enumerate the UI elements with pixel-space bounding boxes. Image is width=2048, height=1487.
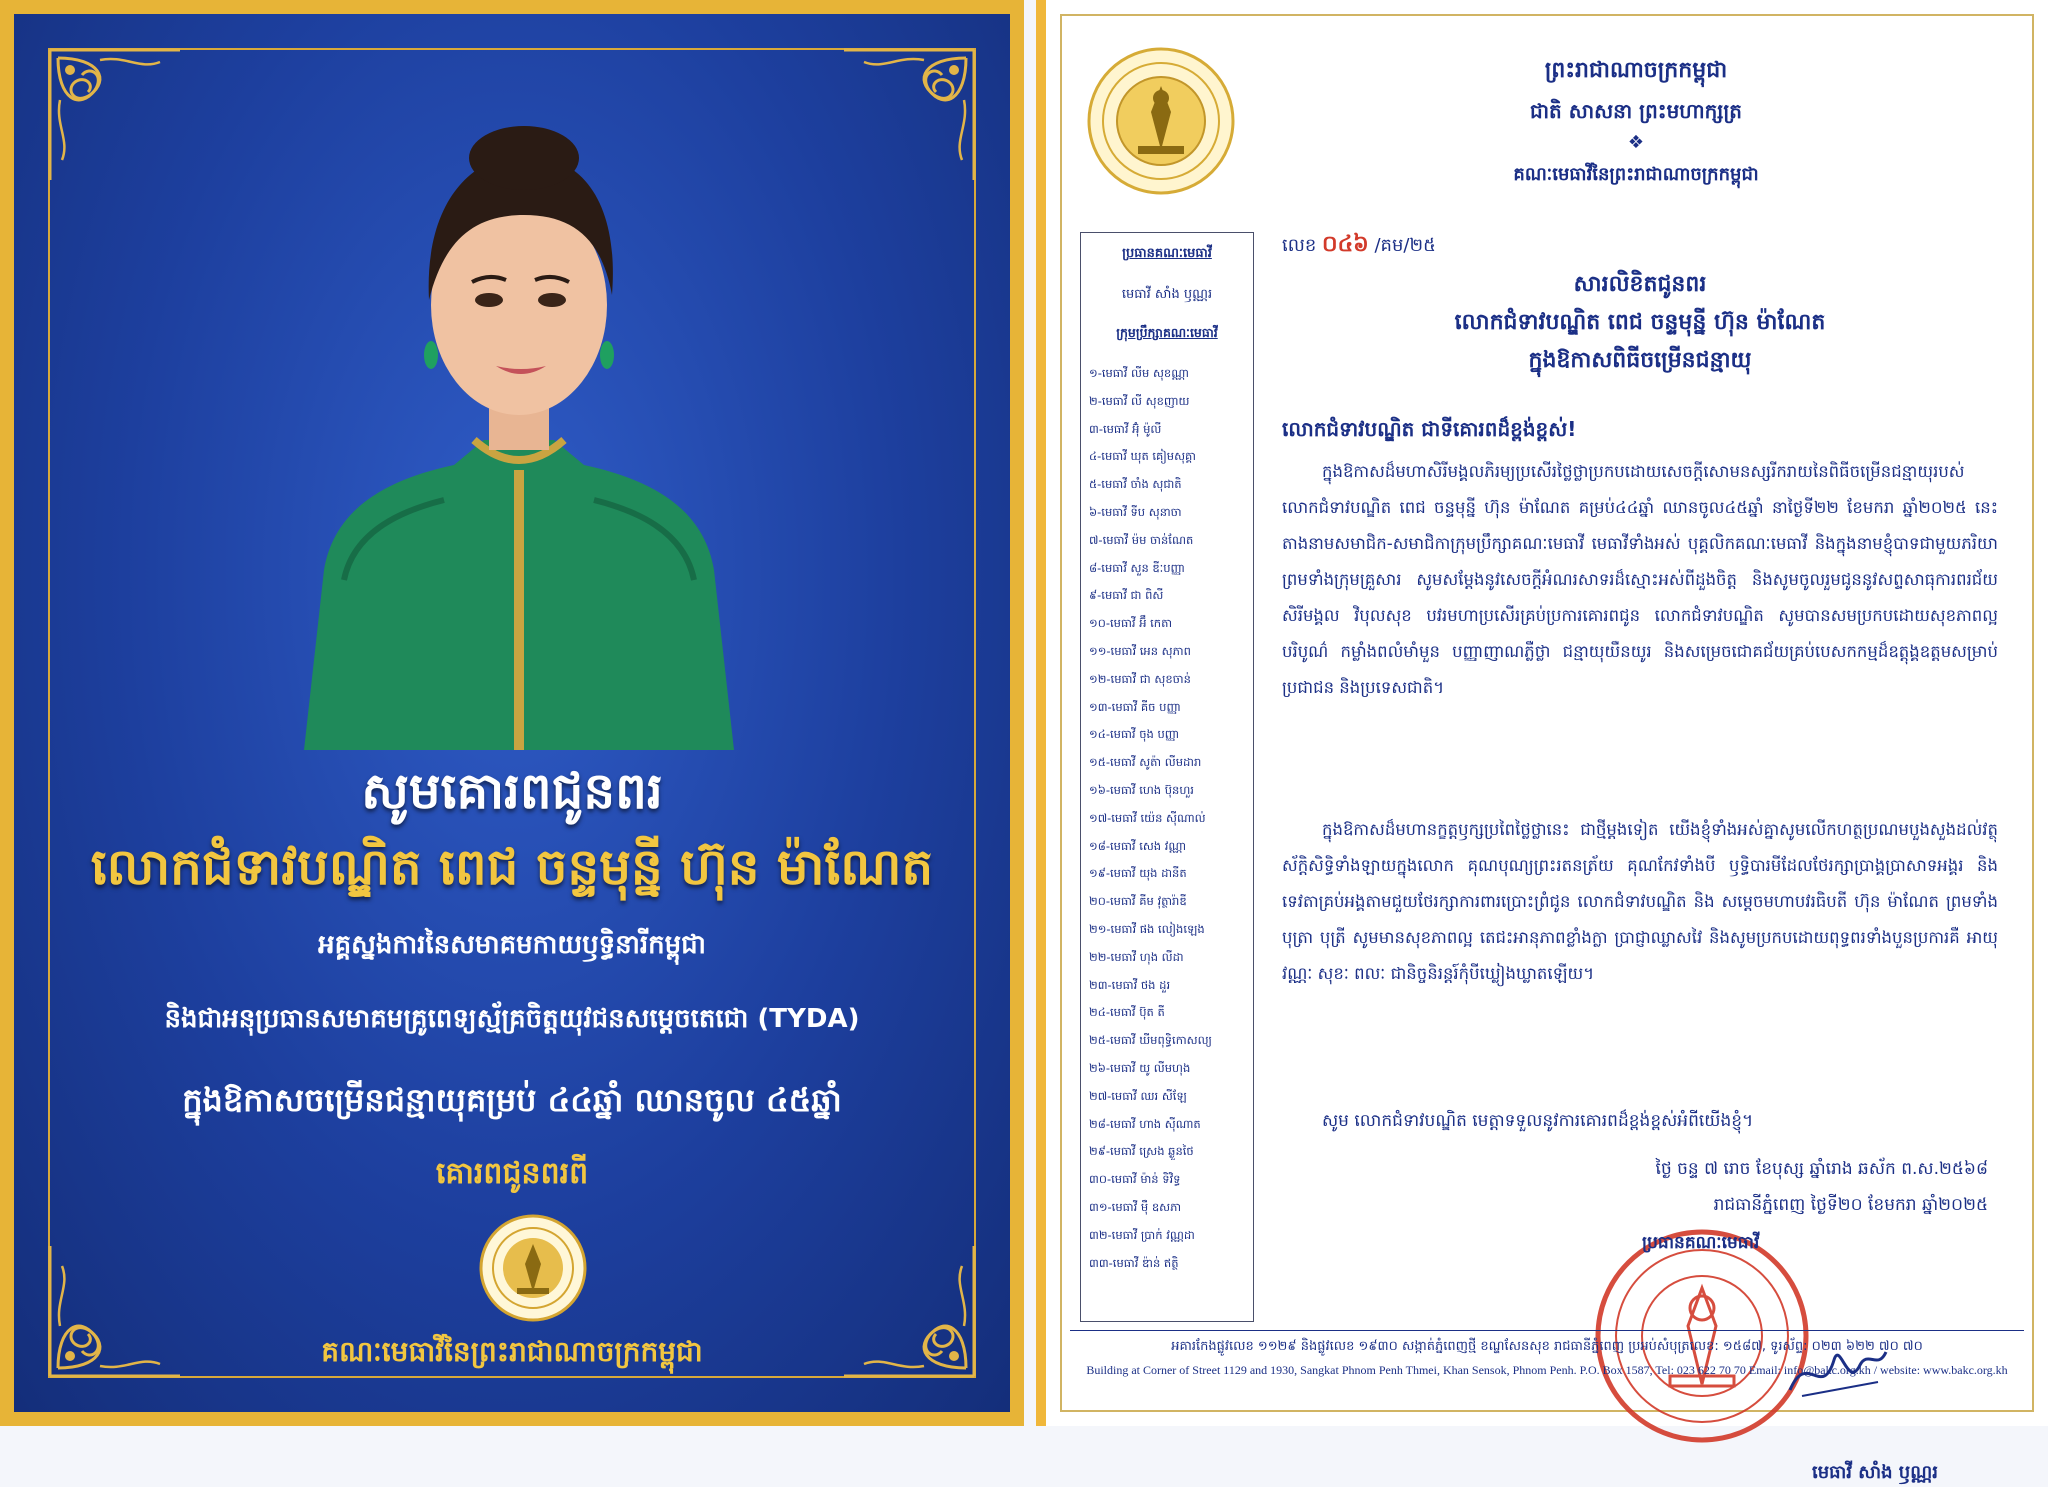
council-member-list	[1081, 360, 1253, 1277]
council-member-item: ២៨-មេធាវី ហាង ស៊ីណាត	[1089, 1116, 1201, 1131]
reference-prefix: លេខ	[1282, 235, 1317, 256]
council-member-item: ២២-មេធាវី ហុង លីដា	[1089, 949, 1184, 964]
council-member-item: ៤-មេធាវី ឃុត គៀមសុគ្គា	[1089, 449, 1196, 464]
birthday-poster	[0, 0, 1024, 1426]
honoree-role-line-2: និងជាអនុប្រធានសមាគមគ្រូពេទ្យស្ម័គ្រចិត្តយុវជនសម្ដេចតេជោ (TYDA)	[164, 1004, 860, 1034]
bar-association-emblem-icon	[479, 1214, 587, 1322]
footer-address-khmer: អគារកែងផ្លូវលេខ ១១២៩ និងផ្លូវលេខ ១៩៣០ សង្កាត់ភ្នំពេញថ្មី ខណ្ឌសែនសុខ រាជធានីភ្នំពេញ ប្រអប់សំបុត្រលេខ: ១៥៨៧, ទូរស័ព្ទ: ០២៣ ៦២២ ៧០ ៧០	[1171, 1339, 1923, 1354]
organization-heading: គណៈមេធាវីនៃព្រះរាជាណាចក្រកម្ពុជា	[1513, 164, 1759, 185]
council-member-item: ៦-មេធាវី ទីប សុនាចា	[1089, 504, 1182, 519]
sidebar-president-name: មេធាវី សាំង ឫណ្ណរ	[1121, 287, 1213, 302]
council-member-item: ៧-មេធាវី ម៉ម ចាន់ណែត	[1089, 532, 1194, 547]
council-member-item: ២-មេធាវី លី សុខញាយ	[1089, 393, 1190, 408]
body-paragraph-1: ក្នុងឱកាសដ៏មហាសិរីមង្គលភិរម្យប្រសើរថ្លៃថ្លាប្រកបដោយសេចក្ដីសោមនស្សរីករាយនៃពិធីចម្រើនជន្មាយុរបស់ លោកជំទាវបណ្ឌិត ពេជ ចន្ទមុន្នី ហ៊ុន ម៉ាណែត គម្រប់៤៤ឆ្នាំ ឈានចូល៤៥ឆ្នាំ នាថ្ងៃទី២២ ខែមករា ឆ្នាំ២០២៥ នេះ តាងនាមសមាជិក-សមាជិកាក្រុមប្រឹក្សាគណៈមេធាវី មេធាវីទាំងអស់ បុគ្គលិកគណៈមេធាវី និងក្នុងនាមខ្ញុំបាទជាមួយភរិយា ព្រមទាំងក្រុមគ្រួសារ សូមសម្ដែងនូវសេចក្ដីអំណរសាទរដ៏ស្មោះអស់ពីដួងចិត្ត និងសូមចូលរួមជូននូវសព្ទសាធុការពរជ័យ សិរីមង្គល វិបុលសុខ បវរមហាប្រសើរគ្រប់ប្រការគោរពជូន លោកជំទាវបណ្ឌិត សូមបានសមប្រកបដោយសុខភាពល្អបរិបូណ៌ កម្លាំងពលំមាំមួន បញ្ញាញាណភ្លឺថ្លា ជន្មាយុយឺនយូរ និងសម្រេចជោគជ័យគ្រប់បេសកកម្មដ៏ឧត្ដុង្គឧត្ដមសម្រាប់ប្រជាជន និងប្រទេសជាតិ។	[1282, 462, 1998, 697]
council-member-item: ១៧-មេធាវី យ៉េន ស៊ីណាល់	[1089, 810, 1206, 825]
subject-line-1: សារលិខិតជូនពរ	[1573, 272, 1707, 297]
council-member-item: ១-មេធាវី លីម សុខណ្ណា	[1089, 366, 1189, 380]
greeting-heading: សូមគោរពជូនពរ	[361, 762, 663, 820]
solar-date: រាជធានីភ្នំពេញ ថ្ងៃទី២០ ខែមករា ឆ្នាំ២០២៥	[1713, 1195, 1988, 1215]
council-member-item: ៣-មេធាវី អ៊ុំ ម៉ូលី	[1089, 421, 1162, 436]
national-motto: ជាតិ សាសនា ព្រះមហាក្សត្រ	[1530, 99, 1742, 123]
congratulatory-letter	[1036, 0, 2048, 1483]
council-member-item: ២៥-មេធាវី ឃីមពុទ្ធិកោសល្យ	[1089, 1033, 1212, 1048]
council-member-item: ៣១-មេធាវី ម៉ឺ ឧសភា	[1089, 1199, 1182, 1214]
signer-title: ប្រធានគណៈមេធាវី	[1642, 1233, 1760, 1253]
reference-suffix: /គម/២៥	[1374, 235, 1436, 256]
council-member-item: ៥-មេធាវី ចាំង សុជាតិ	[1089, 477, 1182, 492]
footer-divider	[1070, 1330, 2024, 1331]
official-red-stamp-icon	[1592, 1226, 1812, 1446]
council-member-item: ២៩-មេធាវី ស្រេង ឆ្ងួនថៃ	[1089, 1144, 1194, 1159]
council-member-item: ២៤-មេធាវី ប៊ុត តី	[1089, 1005, 1165, 1020]
sidebar-president-title: ប្រធានគណៈមេធាវី	[1122, 246, 1212, 261]
closing-line: សូម លោកជំទាវបណ្ឌិត មេត្តាទទួលនូវការគោរពដ៏ខ្ពង់ខ្ពស់អំពីយើងខ្ញុំ។	[1322, 1111, 1754, 1131]
occasion-line: ក្នុងឱកាសចម្រើនជន្មាយុគម្រប់ ៤៤ឆ្នាំ ឈានចូល ៤៥ឆ្នាំ	[182, 1081, 842, 1119]
council-member-item: ៨-មេធាវី សួន ឌីៈបញ្ញា	[1089, 560, 1185, 575]
from-label: គោរពជូនពរពី	[435, 1156, 589, 1191]
council-member-item: ៩-មេធាវី ជា ពិសី	[1089, 588, 1164, 603]
council-member-item: ១៨-មេធាវី សេង វណ្ណា	[1089, 838, 1187, 853]
council-member-item: ២១-មេធាវី ផង លៀងឡេង	[1089, 921, 1205, 936]
council-sidebar	[1080, 232, 1254, 1322]
lunar-date: ថ្ងៃ ចន្ទ ៧ រោច ខែបុស្ស ឆ្នាំរោង ឆស័ក ព.ស.២៥៦៨	[1655, 1159, 1988, 1179]
council-member-item: ១៩-មេធាវី យុង ដានីត	[1089, 866, 1187, 881]
header-ornament-icon: ❖	[1627, 132, 1645, 153]
subject-line-3: ក្នុងឱកាសពិធីចម្រើនជន្មាយុ	[1528, 348, 1752, 373]
body-paragraph-2: ក្នុងឱកាសដ៏មហានក្ខត្តឫក្សប្រពៃថ្លៃថ្លានេះ ជាថ្មីម្ដងទៀត យើងខ្ញុំទាំងអស់គ្នាសូមលើកហត្ថប្រណមបួងសួងដល់វត្ថុស័ក្តិសិទ្ធិទាំងឡាយក្នុងលោក គុណបុណ្យព្រះរតនត្រ័យ គុណកែវទាំងបី ឫទ្ធិបារមីដែលថែរក្សាប្រាង្គប្រាសាទអង្គរ និងទេវតាគ្រប់អង្គតាមជួយថែរក្សាការពារប្រោះព្រំជូន លោកជំទាវបណ្ឌិត និង សម្ដេចមហាបវរធិបតី ហ៊ុន ម៉ាណែត ព្រមទាំង បុត្រា បុត្រី សូមមានសុខភាពល្អ តេជះអានុភាពខ្លាំងក្លា ប្រាជ្ញាឈ្លាសវៃ និងសូមប្រកបដោយពុទ្ធពរទាំងបួនប្រការគឺ អាយុ វណ្ណៈ សុខៈ ពលៈ ជានិច្ចនិរន្តរ៍កុំបីឃ្លៀងឃ្លាតឡើយ។	[1282, 820, 1998, 983]
bar-association-seal-icon	[1086, 46, 1236, 196]
corner-ornament-icon	[40, 40, 190, 190]
sidebar-council-title: ក្រុមប្រឹក្សាគណៈមេធាវី	[1116, 325, 1218, 340]
corner-ornament-icon	[834, 40, 984, 190]
council-member-item: ៣០-មេធាវី ម៉ាន់ ទិវិទ្ធ	[1089, 1172, 1181, 1187]
council-member-item: ១៦-មេធាវី ហេង ប៊ុនហួរ	[1089, 782, 1194, 797]
footer-address-english: Building at Corner of Street 1129 and 1930, Sangkat Phnom Penh Thmei, Khan Sensok, Phnom Penh. P.O. Box 1587, Tel: 023 622 70 70 Email: info@bakc.org.kh / website: www.bakc.org.kh	[1086, 1363, 2008, 1377]
council-member-item: ១២-មេធាវី ជា សុខចាន់	[1089, 671, 1191, 686]
portrait-photo	[284, 110, 754, 750]
poster-organization: គណៈមេធាវីនៃព្រះរាជាណាចក្រកម្ពុជា	[321, 1335, 703, 1368]
council-member-item: ២៣-មេធាវី ថង ដួរ	[1089, 977, 1171, 992]
council-member-item: ២០-មេធាវី គីម វុត្ថារ៉ាឌី	[1089, 894, 1187, 909]
council-member-item: ២៦-មេធាវី យូ លីមហុង	[1089, 1060, 1191, 1075]
reference-handwritten-number: ០៤៦	[1322, 232, 1369, 257]
council-member-item: ១៤-មេធាវី ចុង បញ្ញា	[1089, 727, 1180, 742]
council-member-item: ១៣-មេធាវី គីច បញ្ញា	[1089, 699, 1181, 714]
letter-footer	[1070, 1338, 2024, 1378]
salutation: លោកជំទាវបណ្ឌិត ជាទីគោរពដ៏ខ្ពង់ខ្ពស់!	[1282, 417, 1577, 441]
council-member-item: ៣២-មេធាវី ប្រាក់ វណ្ណដា	[1089, 1227, 1195, 1242]
reference-number	[1282, 230, 1436, 262]
council-member-item: ១០-មេធាវី អ៊ឹ កេតា	[1089, 616, 1173, 631]
honoree-name: លោកជំទាវបណ្ឌិត ពេជ ចន្ទមុន្នី ហ៊ុន ម៉ាណែត	[90, 838, 934, 896]
council-member-item: ២៧-មេធាវី ឈរ សីឡែ	[1089, 1088, 1187, 1103]
poster-background	[14, 14, 1010, 1412]
council-member-item: ១៥-មេធាវី សូត៉ា លីមដារា	[1089, 755, 1202, 770]
honoree-role-line-1: អគ្គស្នងការនៃសមាគមកាយឫទ្ធិនារីកម្ពុជា	[318, 930, 706, 960]
council-member-item: ៣៣-មេធាវី ឌ៉ាន់ ឥត្ថិ	[1089, 1255, 1179, 1270]
kingdom-heading: ព្រះរាជាណាចក្រកម្ពុជា	[1544, 58, 1728, 83]
council-member-item: ១១-មេធាវី អេន សុភាព	[1089, 643, 1191, 658]
signer-name: មេធាវី សាំង ឫណ្ណរ	[1812, 1462, 1938, 1483]
subject-line-2: លោកជំទាវបណ្ឌិត ពេជ ចន្ទមុន្នី ហ៊ុន ម៉ាណែត	[1454, 310, 1826, 335]
